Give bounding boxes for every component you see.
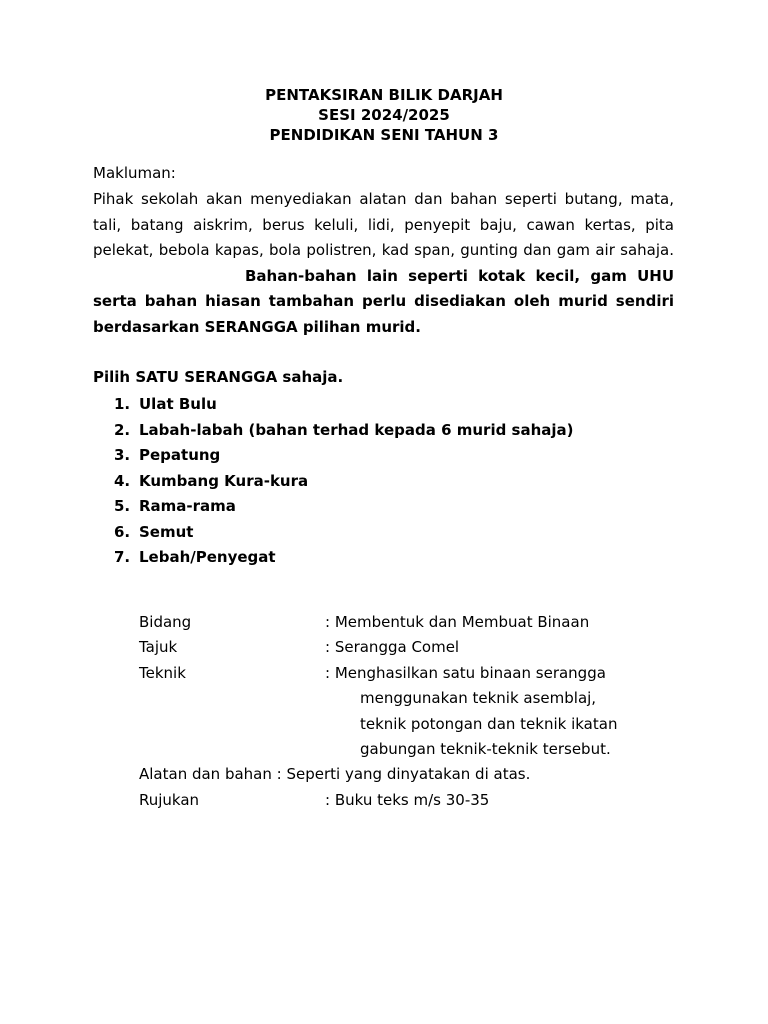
rujukan-row [139, 789, 699, 814]
alatan-line: Alatan dan bahan : Seperti yang dinyatakan di atas. [139, 765, 531, 784]
list-number: 7. [114, 548, 131, 566]
info-block [139, 611, 699, 814]
makluman-paragraph [93, 187, 674, 341]
makluman-label: Makluman: [93, 164, 176, 182]
teknik-continuation [139, 713, 699, 738]
makluman-normal-text: Pihak sekolah akan menyediakan alatan dan bahan seperti butang, mata, tali, batang aiskrim, berus keluli, lidi, penyepit baju, cawan kertas, pita pelekat, bebola kapas, bola polistren, kad span, gunting dan gam air sahaja. [93, 190, 674, 260]
list-item [114, 470, 574, 496]
list-item [114, 393, 574, 419]
list-number: 6. [114, 522, 131, 541]
list-item [114, 419, 574, 445]
tajuk-label: Tajuk [139, 638, 178, 657]
teknik-value: : Menghasilkan satu binaan serangga [325, 663, 606, 682]
list-number: 4. [114, 471, 131, 490]
subject-title: PENDIDIKAN SENI TAHUN 3 [269, 126, 499, 144]
list-label: Pepatung [139, 446, 221, 464]
teknik-cont-line: teknik potongan dan teknik ikatan [360, 714, 618, 733]
makluman-bold-text: Bahan-bahan lain seperti kotak kecil, gam UHU serta bahan hiasan tambahan perlu disediakan oleh murid sendiri berdasarkan SERANGGA pilihan murid. [93, 266, 674, 336]
bidang-label: Bidang [139, 613, 192, 631]
teknik-cont-line: gabungan teknik-teknik tersebut. [360, 739, 611, 758]
list-item [114, 546, 574, 572]
insect-list [114, 393, 574, 572]
teknik-continuation [139, 738, 699, 763]
alatan-row [139, 763, 699, 788]
list-number: 2. [114, 420, 131, 439]
list-label: Labah-labah (bahan terhad kepada 6 murid sahaja) [139, 420, 574, 439]
list-number: 3. [114, 446, 131, 464]
tajuk-row [139, 636, 699, 661]
selection-heading: Pilih SATU SERANGGA sahaja. [93, 368, 344, 386]
document-title: PENTAKSIRAN BILIK DARJAH [265, 86, 503, 104]
list-label: Kumbang Kura-kura [139, 471, 309, 490]
bidang-row [139, 611, 699, 636]
rujukan-label: Rujukan [139, 790, 200, 809]
bidang-value: : Membentuk dan Membuat Binaan [325, 613, 590, 631]
tajuk-value: : Serangga Comel [325, 638, 460, 657]
session-title: SESI 2024/2025 [318, 106, 450, 124]
list-number: 1. [114, 395, 131, 413]
teknik-label: Teknik [139, 663, 186, 682]
teknik-cont-line: menggunakan teknik asemblaj, [360, 689, 597, 708]
rujukan-value: : Buku teks m/s 30-35 [325, 790, 490, 809]
list-label: Rama-rama [139, 497, 236, 515]
list-label: Lebah/Penyegat [139, 548, 276, 566]
teknik-row [139, 662, 699, 687]
list-item [114, 495, 574, 521]
list-item [114, 521, 574, 547]
list-label: Ulat Bulu [139, 395, 217, 413]
list-label: Semut [139, 522, 194, 541]
teknik-continuation [139, 687, 699, 712]
list-item [114, 444, 574, 470]
list-number: 5. [114, 497, 131, 515]
